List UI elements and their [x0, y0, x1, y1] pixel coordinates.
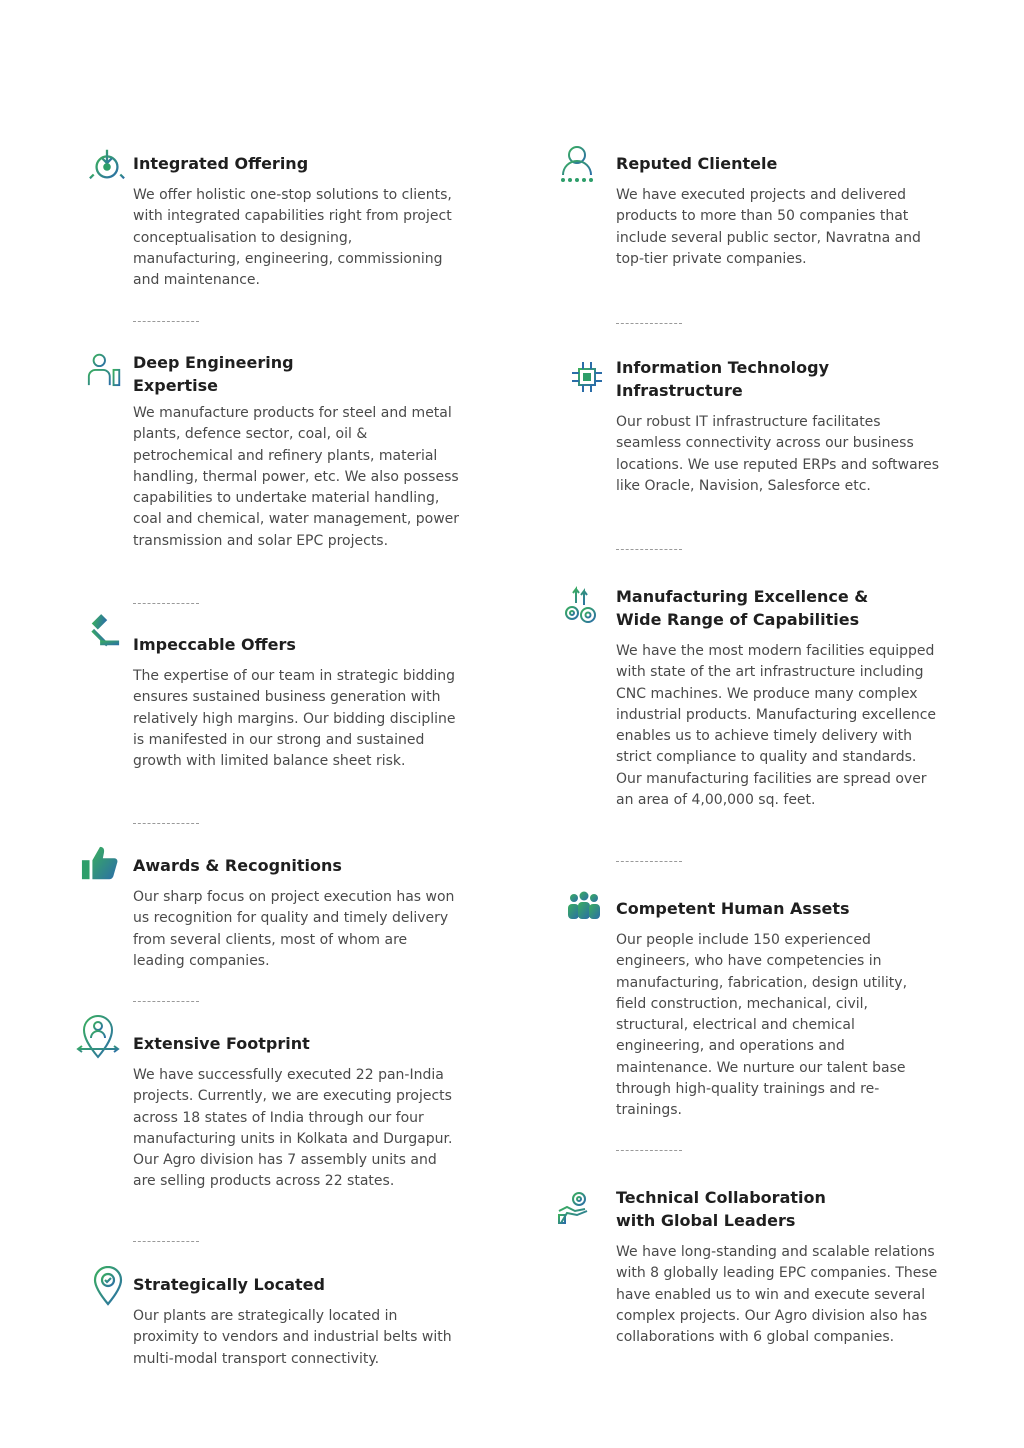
item-title: Deep Engineering Expertise [133, 353, 294, 395]
engineer-icon [86, 349, 124, 387]
divider [133, 823, 199, 824]
left-item-4 [133, 854, 463, 972]
item-body: We have successfully executed 22 pan-India projects. Currently, we are executing projects across 18 states of India through our four manufacturing units in Kolkata and Durgapur. Our Agro division has 7 assembly units and are selling products across 22 states. [133, 1067, 453, 1190]
item-body: Our people include 150 experienced engineers, who have competencies in manufacturing, fabrication, design utility, field construction, mechanical, civil, structural, electrical and chemical engineering, and operations and maintenance. We nurture our talent base through high-quality trainings and re-trainings. [616, 932, 908, 1119]
gears-icon [560, 585, 600, 627]
item-title: Technical Collaboration with Global Leaders [616, 1188, 826, 1230]
item-title: Information Technology Infrastructure [616, 358, 829, 400]
thumbs-up-icon [81, 845, 119, 883]
right-item-2 [616, 356, 941, 497]
item-title: Integrated Offering [133, 154, 309, 173]
chip-icon [570, 360, 604, 394]
right-item-3 [616, 585, 941, 811]
left-item-3 [133, 633, 463, 772]
item-body: Our plants are strategically located in proximity to vendors and industrial belts with multi-modal transport connectivity. [133, 1308, 452, 1367]
item-title: Impeccable Offers [133, 635, 296, 654]
divider [133, 1241, 199, 1242]
item-title: Competent Human Assets [616, 899, 850, 918]
team-icon [566, 891, 602, 921]
item-body: We have long-standing and scalable relations with 8 globally leading EPC companies. These have enabled us to win and execute several complex projects. Our Agro division also has collaborations with 6 global companies. [616, 1244, 938, 1346]
right-item-4 [616, 897, 941, 1122]
right-item-1 [616, 152, 941, 270]
client-rating-icon [557, 143, 597, 183]
item-title: Manufacturing Excellence & Wide Range of Capabilities [616, 587, 869, 629]
item-title: Reputed Clientele [616, 154, 778, 173]
location-pin-icon [92, 1266, 124, 1306]
item-body: We offer holistic one-stop solutions to clients, with integrated capabilities right from project conceptualisation to designing, manufacturing, engineering, commissioning and maintenance. [133, 187, 452, 289]
divider [616, 1150, 682, 1151]
integrated-offering-icon [88, 146, 126, 184]
item-title: Extensive Footprint [133, 1034, 310, 1053]
divider [616, 323, 682, 324]
left-item-2 [133, 351, 463, 552]
item-body: We manufacture products for steel and metal plants, defence sector, coal, oil & petrochemical and refinery plants, material handling, thermal power, etc. We also possess capabilities to undertake material handling, coal and chemical, water management, power transmission and solar EPC projects. [133, 405, 460, 549]
item-body: Our sharp focus on project execution has won us recognition for quality and timely delivery from several clients, most of whom are leading companies. [133, 889, 455, 969]
divider [133, 603, 199, 604]
location-person-icon [76, 1013, 120, 1061]
item-body: The expertise of our team in strategic bidding ensures sustained business generation with relatively high margins. Our bidding discipline is manifested in our strong and sustained growth with limited balance sheet risk. [133, 668, 456, 770]
divider [133, 1001, 199, 1002]
item-body: We have the most modern facilities equipped with state of the art infrastructure including CNC machines. We produce many complex industrial products. Manufacturing excellence enables us to achieve timely delivery with strict compliance to quality and standards. Our manufacturing facilities are spread over an area of 4,00,000 sq. feet. [616, 643, 937, 809]
left-item-5 [133, 1032, 463, 1193]
gavel-icon [83, 612, 121, 650]
item-body: We have executed projects and delivered products to more than 50 companies that include several public sector, Navratna and top-tier private companies. [616, 187, 921, 267]
divider [616, 861, 682, 862]
item-title: Strategically Located [133, 1275, 325, 1294]
divider [133, 321, 199, 322]
left-item-6 [133, 1273, 463, 1370]
item-body: Our robust IT infrastructure facilitates seamless connectivity across our business locations. We use reputed ERPs and softwares like Oracle, Navision, Salesforce etc. [616, 414, 940, 494]
divider [616, 549, 682, 550]
right-item-5 [616, 1186, 941, 1348]
item-title: Awards & Recognitions [133, 856, 342, 875]
left-item-1 [133, 152, 463, 291]
handshake-gear-icon [557, 1187, 595, 1225]
